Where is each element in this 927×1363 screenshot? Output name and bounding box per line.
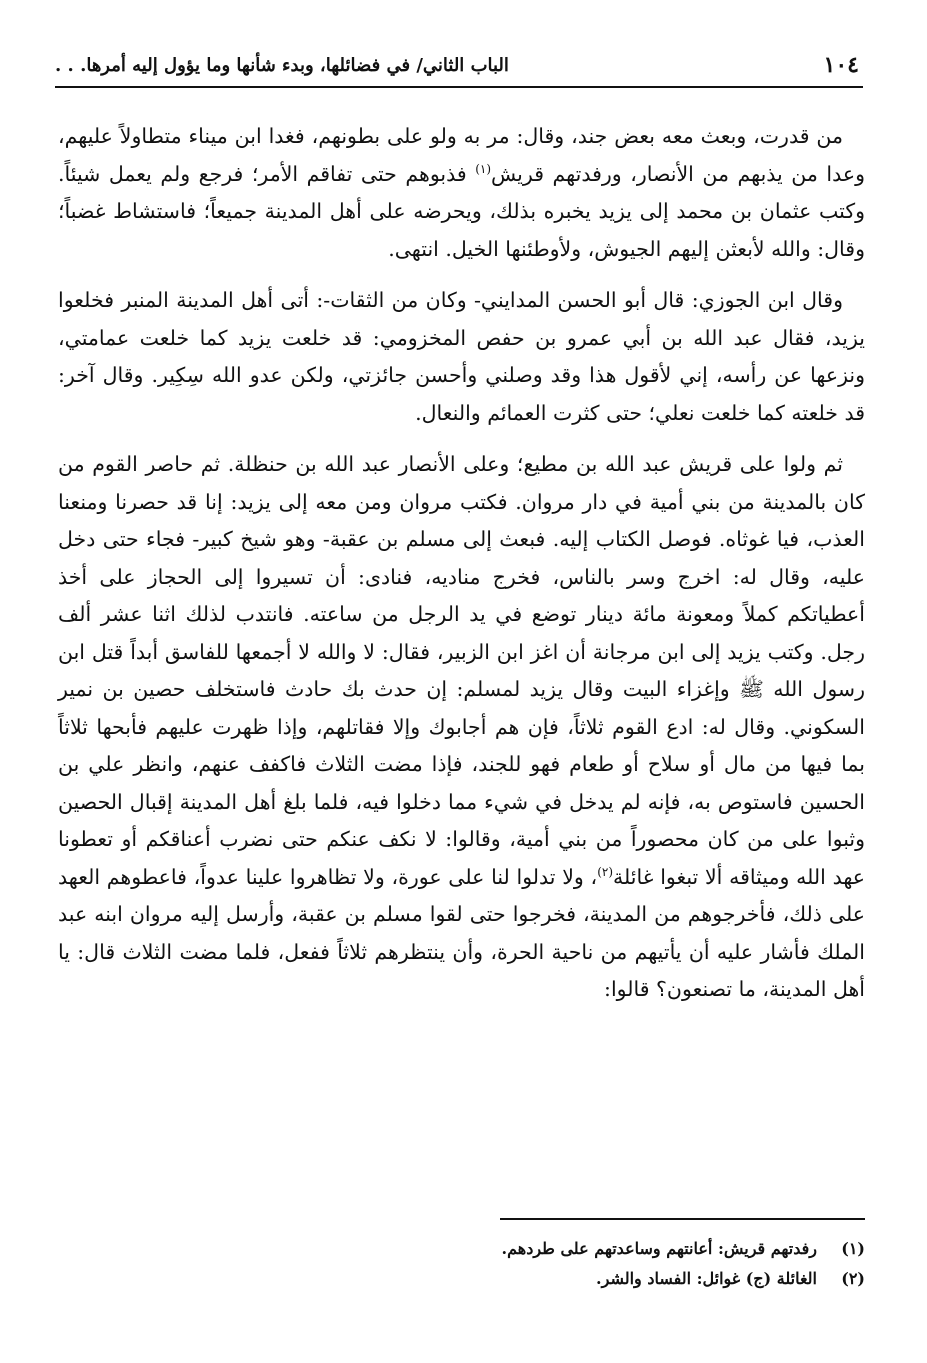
paragraph-1 — [58, 118, 865, 268]
footnote-2-text: الغائلة (ج) غوائل: الفساد والشر. — [596, 1269, 817, 1288]
paragraph-1-tail: فذبوهم حتى تفاقم الأمر؛ فرجع ولم يعمل شيئاً. وكتب عثمان بن محمد إلى يزيد يخبره بذلك، ويحرضه على أهل المدينة جميعاً؛ فاستشاط غضباً؛ وقال: والله لأبعثن إليهم الجيوش، ولأوطئنها الخيل. انتهى. — [58, 161, 865, 261]
chapter-title: الباب الثاني/ في فضائلها، وبدء شأنها وما يؤول إليه أمرها. . . — [55, 54, 509, 76]
footnote-1 — [58, 1234, 865, 1264]
running-header — [55, 48, 859, 82]
paragraph-1-text: من قدرت، وبعث معه بعض جند، وقال: مر به ولو على بطونهم، فغدا ابن ميناء متطاولاً عليهم، وعدا من يذبهم من الأنصار، ورفدتهم قريش — [58, 124, 865, 186]
footnote-2-number: (٢) — [841, 1269, 865, 1288]
footnotes — [58, 1234, 865, 1294]
main-text — [58, 118, 865, 1009]
footnote-ref-2: (٢) — [597, 864, 614, 879]
header-divider — [55, 86, 863, 88]
paragraph-3-text: ثم ولوا على قريش عبد الله بن مطيع؛ وعلى الأنصار عبد الله بن حنظلة. ثم حاصر القوم من كان بالمدينة من بني أمية في دار مروان. فكتب مروان ومن معه إلى يزيد: إنا قد حصرنا ومنعنا العذب، فيا غوثاه. فوصل الكتاب إليه. فبعث إلى مسلم بن عقبة- وهو شيخ كبير- فجاء حتى دخل عليه، وقال له: اخرج وسر بالناس، فخرج مناديه، فنادى: أن تسيروا إلى الحجاز على أخذ أعطياتكم كملاً ومعونة مائة دينار توضع في يد الرجل من ساعته. فانتدب لذلك اثنا عشر ألف رجل. وكتب يزيد إلى ابن مرجانة أن اغز ابن الزبير، فقال: لا والله لا أجمعها للفاسق أبداً قتل ابن رسول الله ﷺ وإغزاء البيت وقال يزيد لمسلم: إن حدث بك حادث فاستخلف حصين بن نمير السكوني. وقال له: ادع القوم ثلاثاً، فإن هم أجابوك وإلا فقاتلهم، وإذا ظهرت عليهم فأبحها ثلاثاً بما فيها من مال أو سلاح أو طعام فهو للجند، فإذا مضت الثلاث فاكفف عنهم، وانظر علي بن الحسين فاستوص به، فإنه لم يدخل في شيء مما دخلوا فيه، فلما بلغ أهل المدينة إقبال الحصين وثبوا على من كان محصوراً من بني أمية، وقالوا: لا نكف عنكم حتى نضرب أعناقكم أو تعطونا عهد الله وميثاقه ألا تبغوا غائلة — [58, 452, 866, 889]
paragraph-3-tail: ، ولا تدلوا لنا على عورة، ولا تظاهروا علينا عدواً، فاعطوهم العهد على ذلك، فأخرجوهم من المدينة، فخرجوا حتى لقوا مسلم بن عقبة، وأرسل إليه مروان ابنه عبد الملك فأشار عليه أن يأتيهم من ناحية الحرة، وأن ينتظرهم ثلاثاً ففعل، فلما مضت الثلاث قال: يا أهل المدينة، ما تصنعون؟ قالوا: — [58, 864, 865, 1001]
paragraph-3 — [58, 446, 865, 1009]
footnote-divider — [500, 1218, 865, 1220]
footnote-1-text: رفدتهم قريش: أعانتهم وساعدتهم على طردهم. — [501, 1239, 817, 1258]
paragraph-2: وقال ابن الجوزي: قال أبو الحسن المدايني- وكان من الثقات-: أتى أهل المدينة المنبر فخلعوا يزيد، فقال عبد الله بن أبي عمرو بن حفص المخزومي: قد خلعت يزيد كما خلعت عمامتي، ونزعها عن رأسه، إني لأقول هذا وقد وصلني وأحسن جائزتي، ولكن عدو الله سِكِير. وقال آخر: قد خلعته كما خلعت نعلي؛ حتى كثرت العمائم والنعال. — [58, 288, 865, 425]
footnote-2 — [58, 1264, 865, 1294]
footnote-1-number: (١) — [841, 1239, 865, 1258]
footnote-ref-1: (١) — [475, 161, 492, 176]
page-number: ١٠٤ — [823, 52, 859, 78]
